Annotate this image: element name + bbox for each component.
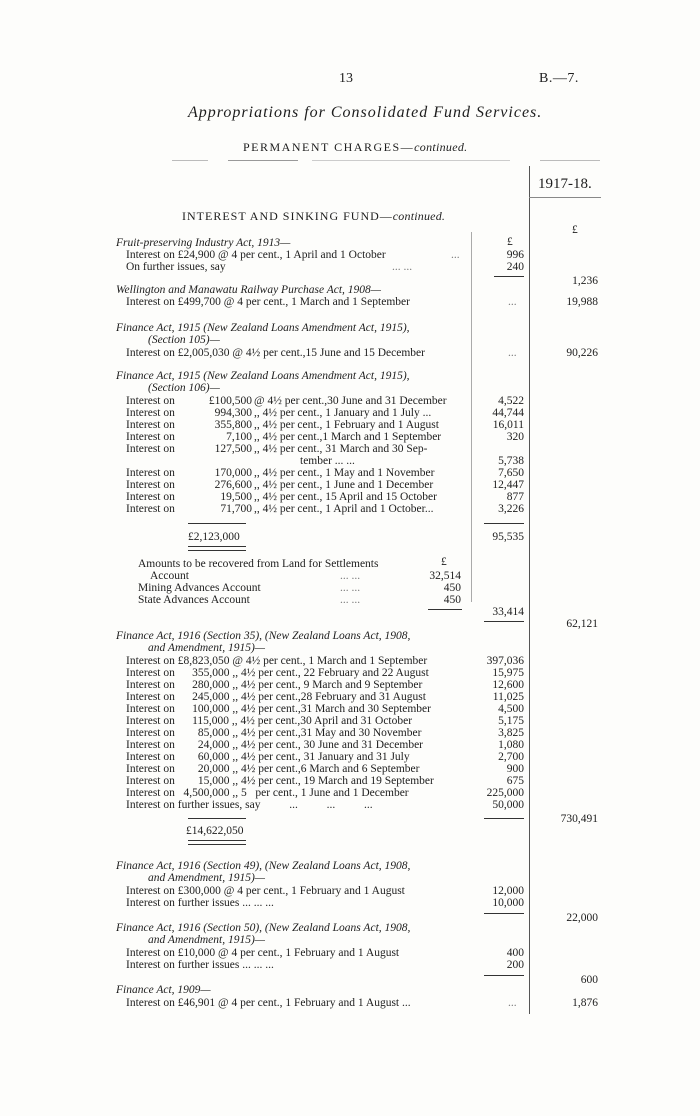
fin106-row-label: Interest on: [126, 407, 175, 419]
column-divider-year: [529, 166, 530, 1014]
fin35-row-text: Interest on 20,000 ,, 4½ per cent.,6 March and 6 September: [126, 763, 420, 775]
fin35-row-text: Interest on 4,500,000 ,, 5 per cent., 1 June and 1 December: [126, 787, 409, 799]
fin35-heading-2: and Amendment, 1915)—: [148, 642, 266, 654]
fin106-row-label: Interest on: [126, 431, 175, 443]
subtitle-main: PERMANENT CHARGES—: [243, 140, 415, 154]
fin105-line-1: Interest on £2,005,030 @ 4½ per cent.,15 June and 15 December: [126, 347, 425, 359]
fin106-row-label: Interest on: [126, 419, 175, 431]
fin106-row-terms: ,, 4½ per cent., 31 March and 30 Sep-: [254, 443, 428, 455]
fin106-row-value: 320: [506, 431, 524, 443]
fin35-row-text: Interest on 15,000 ,, 4½ per cent., 19 March and 19 September: [126, 775, 434, 787]
fin106-row-label: Interest on: [126, 503, 175, 515]
fruit-line-1-dots: ...: [451, 249, 460, 261]
section-main: INTEREST AND SINKING FUND—: [182, 209, 393, 223]
fin50-line-1: Interest on £10,000 @ 4 per cent., 1 February and 1 August: [126, 947, 400, 959]
fin35-row-value: 1,080: [498, 739, 524, 751]
fin35-row-text: Interest on 24,000 ,, 4½ per cent., 30 June and 31 December: [126, 739, 424, 751]
fin106-amounts-line-2: Account: [150, 570, 189, 582]
fin35-row-value: 675: [506, 775, 524, 787]
fruit-line-2-value: 240: [506, 261, 524, 273]
fin106-row-terms: ,, 4½ per cent., 15 April and 15 October: [254, 491, 437, 503]
fin35-row-value: 4,500: [498, 703, 524, 715]
fin106-amounts-dots: ... ...: [340, 570, 361, 582]
fin35-row-text: Interest on 85,000 ,, 4½ per cent.,31 May and 30 November: [126, 727, 422, 739]
fin35-row-value: 3,825: [498, 727, 524, 739]
fin49-heading-2: and Amendment, 1915)—: [148, 872, 266, 884]
fin106-recovered-total: 33,414: [492, 606, 524, 618]
fin106-row-terms: ,, 4½ per cent., 1 January and 1 July ...: [254, 407, 432, 419]
fin49-total: 22,000: [566, 912, 598, 924]
fin106-amounts-line-1: Amounts to be recovered from Land for Settlements: [138, 558, 379, 570]
wellington-line-1: Interest on £499,700 @ 4 per cent., 1 March and 1 September: [126, 296, 410, 308]
fin35-total: 730,491: [560, 813, 598, 825]
fin35-row-value: 900: [506, 763, 524, 775]
section-continued: continued.: [392, 209, 446, 223]
section-heading: [182, 210, 445, 222]
fin106-principal-rule: [188, 523, 246, 524]
fin50-heading-1: Finance Act, 1916 (Section 50), (New Zealand Loans Act, 1908,: [116, 922, 411, 934]
fin35-row-value: 50,000: [492, 799, 524, 811]
subtitle-continued: continued.: [414, 140, 468, 154]
fin106-row-terms: @ 4½ per cent.,30 June and 31 December: [254, 395, 447, 407]
fin106-row-principal: 994,300: [214, 407, 252, 419]
wellington-line-1-dots: ...: [508, 296, 517, 308]
fin35-row-text: Interest on 60,000 ,, 4½ per cent., 31 January and 31 July: [126, 751, 410, 763]
fin106-row-terms: ,, 4½ per cent., 1 April and 1 October...: [254, 503, 434, 515]
fin106-row-value: 7,650: [498, 467, 524, 479]
fin1909-heading: Finance Act, 1909—: [116, 984, 211, 996]
fin106-mining-label: Mining Advances Account: [138, 582, 261, 594]
fin1909-line-1-dots: ...: [508, 997, 517, 1009]
fin106-heading-1: Finance Act, 1915 (New Zealand Loans Amendment Act, 1915),: [116, 370, 410, 382]
fin106-row-terms: ,, 4½ per cent., 1 June and 1 December: [254, 479, 434, 491]
fin106-row-principal: 276,600: [214, 479, 252, 491]
fin35-row-text: Interest on 115,000 ,, 4½ per cent.,30 April and 31 October: [126, 715, 413, 727]
fin105-line-1-dots: ...: [508, 347, 517, 359]
fin106-amounts-pound: £: [441, 556, 447, 568]
wellington-heading: Wellington and Manawatu Railway Purchase Act, 1908—: [116, 284, 382, 296]
top-rule-right: [312, 160, 510, 161]
fin49-line-2: Interest on further issues ... ... ...: [126, 897, 274, 909]
fin106-row-principal: 127,500: [214, 443, 252, 455]
fin35-values-rule: [484, 818, 524, 819]
fin50-line-2-value: 200: [506, 959, 524, 971]
fin106-row-principal: 7,100: [226, 431, 252, 443]
fin35-heading-1: Finance Act, 1916 (Section 35), (New Zealand Loans Act, 1908,: [116, 630, 411, 642]
fruit-rule: [494, 276, 524, 277]
fin106-heading-2: (Section 106)—: [148, 382, 220, 394]
fin106-state-dots: ... ...: [340, 594, 361, 606]
fin105-heading-2: (Section 105)—: [148, 334, 220, 346]
fin106-row-terms: ,, 4½ per cent., 1 May and 1 November: [254, 467, 435, 479]
fin106-row-principal: 355,800: [214, 419, 252, 431]
year-column-header: 1917-18.: [538, 176, 592, 192]
fruit-heading: Fruit-preserving Industry Act, 1913—: [116, 237, 291, 249]
fin106-row-principal: 170,000: [214, 467, 252, 479]
fin106-row-value: 877: [506, 491, 524, 503]
fin106-state-label: State Advances Account: [138, 594, 250, 606]
document-reference: B.—7.: [539, 71, 579, 86]
fin50-line-1-value: 400: [506, 947, 524, 959]
fin35-row-value: 15,975: [492, 667, 524, 679]
fin106-row-label: Interest on: [126, 467, 175, 479]
fin35-row-value: 2,700: [498, 751, 524, 763]
fruit-total: 1,236: [572, 275, 598, 287]
fin35-row-text: Interest on 100,000 ,, 4½ per cent.,31 March and 30 September: [126, 703, 431, 715]
fin106-row-principal: £100,500: [208, 395, 252, 407]
fin106-subtotal: 95,535: [492, 531, 524, 543]
top-rule-mid: [228, 160, 298, 161]
fin106-row-terms: tember ... ...: [300, 455, 355, 467]
fin106-row-label: Interest on: [126, 491, 175, 503]
fin106-row-value: 12,447: [492, 479, 524, 491]
fin106-row-principal: 71,700: [220, 503, 252, 515]
fin106-row-value: 44,744: [492, 407, 524, 419]
fin35-row-value: 12,600: [492, 679, 524, 691]
fruit-line-1: Interest on £24,900 @ 4 per cent., 1 April and 1 October: [126, 249, 386, 261]
fin106-amounts-value: 32,514: [429, 570, 461, 582]
fin106-row-label: Interest on: [126, 479, 175, 491]
fin106-values-rule: [484, 523, 524, 524]
fin49-line-1-value: 12,000: [492, 885, 524, 897]
fin35-row-text: Interest on £8,823,050 @ 4½ per cent., 1 March and 1 September: [126, 655, 428, 667]
fruit-line-2: On further issues, say: [126, 261, 226, 273]
fin106-mining-value: 450: [443, 582, 461, 594]
fin35-row-value: 5,175: [498, 715, 524, 727]
fruit-line-2-dots: ... ...: [392, 261, 413, 273]
fin1909-total: 1,876: [572, 997, 598, 1009]
fin106-row-value: 3,226: [498, 503, 524, 515]
fin106-total: 62,121: [566, 618, 598, 630]
fin35-row-value: 397,036: [486, 655, 524, 667]
wellington-total: 19,988: [566, 296, 598, 308]
fin105-total: 90,226: [566, 347, 598, 359]
fin35-row-text: Interest on 355,000 ,, 4½ per cent., 22 February and 22 August: [126, 667, 429, 679]
fin1909-line-1: Interest on £46,901 @ 4 per cent., 1 February and 1 August ...: [126, 997, 411, 1009]
fin105-heading-1: Finance Act, 1915 (New Zealand Loans Amendment Act, 1915),: [116, 322, 410, 334]
fin106-row-principal: 19,500: [220, 491, 252, 503]
fin35-row-text: Interest on further issues, say ... ... ...: [126, 799, 373, 811]
fin35-principal-rule: [188, 818, 246, 819]
fin35-row-value: 11,025: [492, 691, 524, 703]
fin35-row-text: Interest on 245,000 ,, 4½ per cent.,28 February and 31 August: [126, 691, 426, 703]
fin50-line-2: Interest on further issues ... ... ...: [126, 959, 274, 971]
fin49-heading-1: Finance Act, 1916 (Section 49), (New Zealand Loans Act, 1908,: [116, 860, 411, 872]
top-rule-year: [540, 160, 600, 161]
fin106-principal-double-rule: [188, 546, 246, 551]
fin106-principal-total: £2,123,000: [188, 531, 240, 543]
fin50-heading-2: and Amendment, 1915)—: [148, 934, 266, 946]
pound-sign-sub: £: [507, 236, 513, 248]
fin106-row-terms: ,, 4½ per cent., 1 February and 1 August: [254, 419, 439, 431]
fin106-row-value: 4,522: [498, 395, 524, 407]
fin49-line-1: Interest on £300,000 @ 4 per cent., 1 February and 1 August: [126, 885, 405, 897]
fruit-line-1-value: 996: [506, 249, 524, 261]
fin106-state-value: 450: [443, 594, 461, 606]
fin35-principal-total: £14,622,050: [186, 825, 244, 837]
page-number: 13: [339, 71, 353, 86]
fin35-row-value: 225,000: [486, 787, 524, 799]
fin50-total: 600: [580, 974, 598, 986]
fin106-row-terms: ,, 4½ per cent.,1 March and 1 September: [254, 431, 442, 443]
fin106-row-label: Interest on: [126, 395, 175, 407]
fin106-mining-dots: ... ...: [340, 582, 361, 594]
pound-sign-year: £: [572, 224, 578, 236]
fin106-total-rule: [484, 621, 524, 622]
fin35-row-text: Interest on 280,000 ,, 4½ per cent., 9 March and 9 September: [126, 679, 423, 691]
top-rule-left: [172, 160, 208, 161]
fin106-row-value: 16,011: [492, 419, 524, 431]
fin49-line-2-value: 10,000: [492, 897, 524, 909]
fin106-row-value: 5,738: [498, 455, 524, 467]
page-title: Appropriations for Consolidated Fund Services.: [188, 104, 543, 121]
fin50-rule: [484, 975, 524, 976]
fin35-principal-double-rule: [188, 840, 246, 845]
fin106-recovery-rule: [428, 609, 462, 610]
page-subtitle: [243, 141, 467, 153]
fin49-rule: [484, 913, 524, 914]
year-underline: [529, 197, 601, 198]
fin106-row-label: Interest on: [126, 443, 175, 455]
